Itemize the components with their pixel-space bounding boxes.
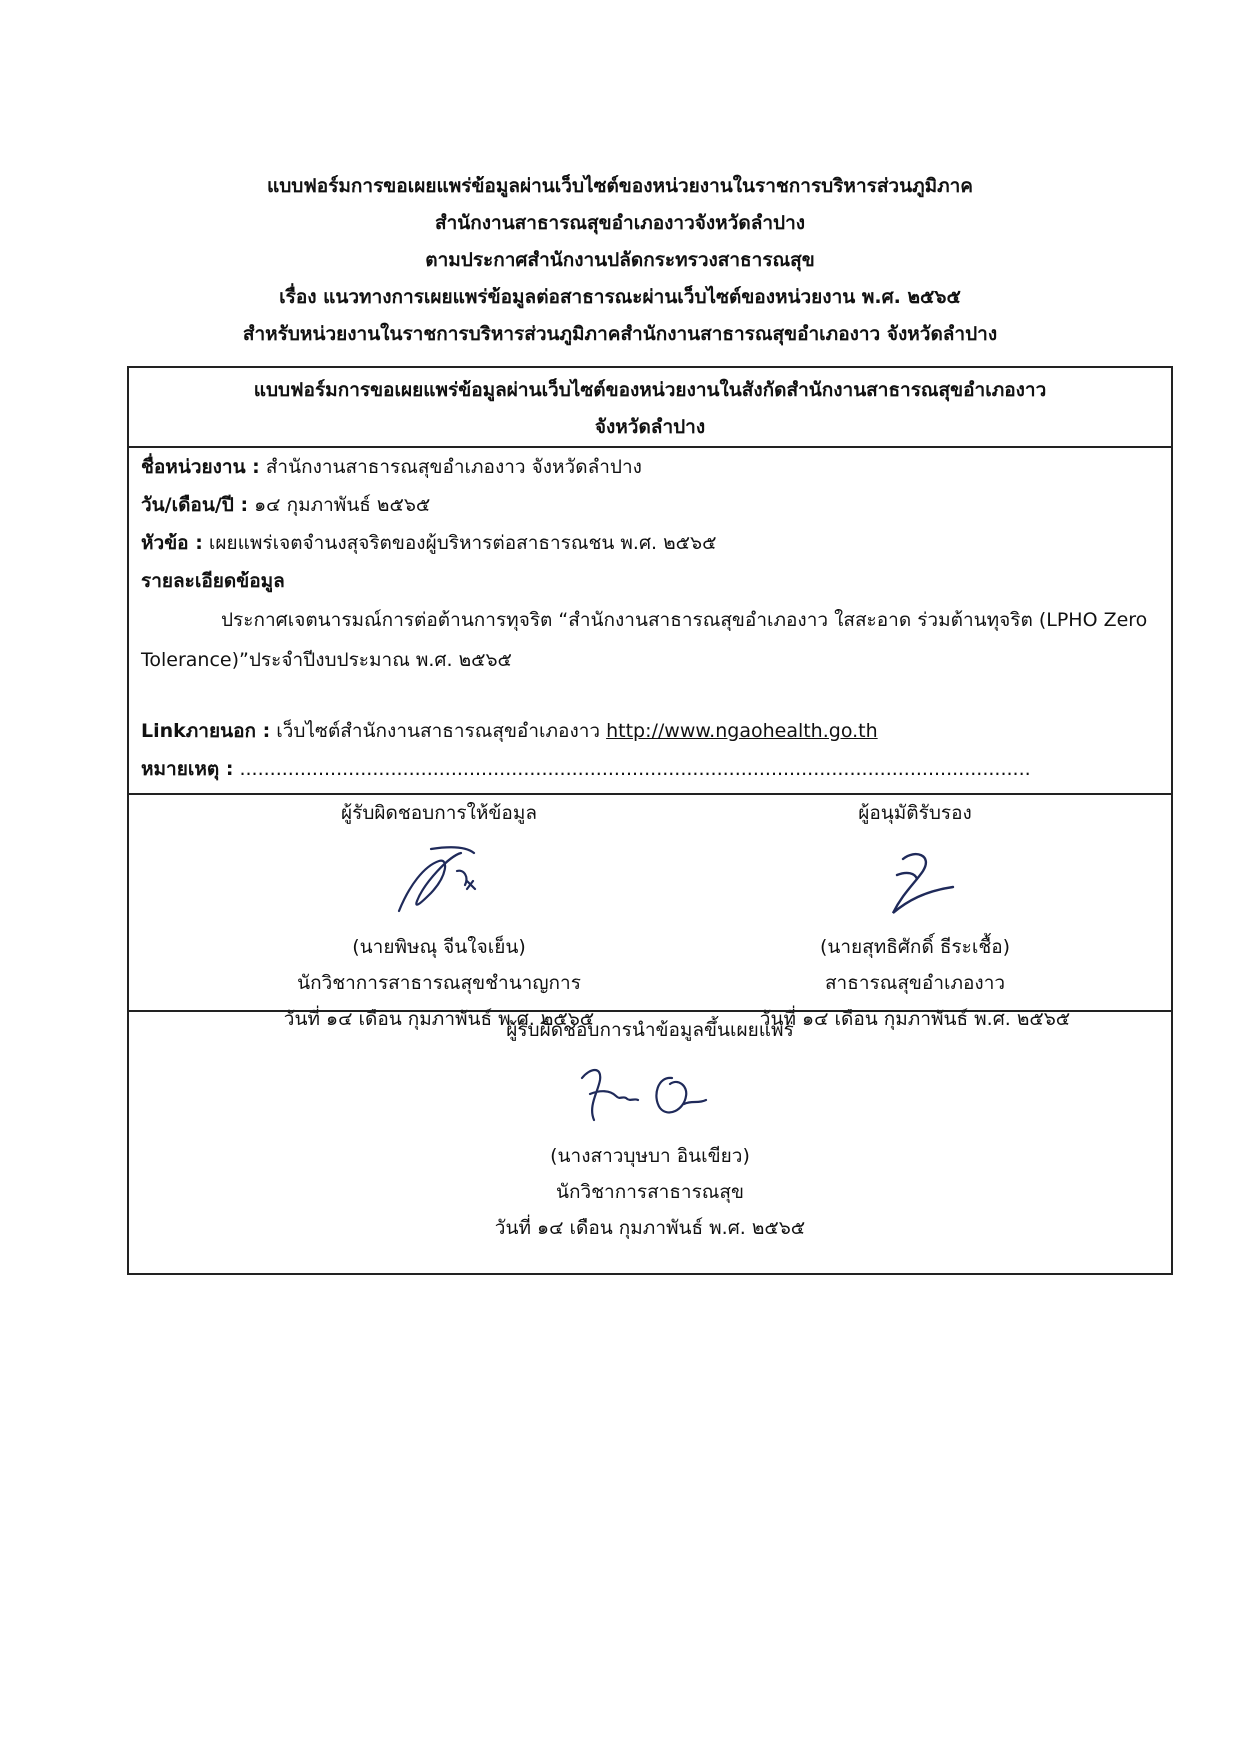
note-label: หมายเหตุ : [141,758,234,780]
publisher-signature-icon [560,1048,740,1136]
publisher-role: ผู้รับผิดชอบการนำข้อมูลขึ้นเผยแพร่ [506,1019,794,1041]
approver-signature-image [675,831,1155,929]
header-line-4: เรื่อง แนวทางการเผยแพร่ข้อมูลต่อสาธารณะผ่านเว็บไซต์ของหน่วยงาน พ.ศ. ๒๕๖๕ [279,286,961,308]
approver-position: สาธารณสุขอำเภองาว [824,972,1006,994]
publisher-date: วันที่ ๑๔ เดือน กุมภาพันธ์ พ.ศ. ๒๕๖๕ [494,1217,806,1239]
topic-value: เผยแพร่เจตจำนงสุจริตของผู้บริหารต่อสาธารณชน พ.ศ. ๒๕๖๕ [202,532,717,554]
form-body [129,448,1171,793]
approver-signature-block [675,795,1155,1037]
provider-name: (นายพิษณุ จีนใจเย็น) [352,936,526,958]
detail-text: ประกาศเจตนารมณ์การต่อต้านการทุจริต “สำนักงานสาธารณสุขอำเภองาว ใสสะอาด ร่วมต้านทุจริต (LPHO Zero Tolerance)”ประจำปีงบประมาณ พ.ศ. ๒๕๖๕ [141,609,1148,671]
link-prefix: เว็บไซต์สำนักงานสาธารณสุขอำเภองาว [270,720,607,742]
header-line-2: สำนักงานสาธารณสุขอำเภองาวจังหวัดลำปาง [434,212,806,234]
detail-paragraph [141,600,1159,680]
provider-signature-icon [369,831,509,927]
approver-signature-icon [845,831,985,927]
publisher-position: นักวิชาการสาธารณสุข [555,1181,745,1203]
agency-row [141,448,1159,486]
agency-value: สำนักงานสาธารณสุขอำเภองาว จังหวัดลำปาง [259,456,642,478]
date-label: วัน/เดือน/ปี : [141,494,249,516]
header-line-5: สำหรับหน่วยงานในราชการบริหารส่วนภูมิภาคสำนักงานสาธารณสุขอำเภองาว จังหวัดลำปาง [242,323,998,345]
approver-date: วันที่ ๑๔ เดือน กุมภาพันธ์ พ.ศ. ๒๕๖๕ [759,1008,1071,1030]
header-line-1: แบบฟอร์มการขอเผยแพร่ข้อมูลผ่านเว็บไซต์ของหน่วยงานในราชการบริหารส่วนภูมิภาค [266,175,974,197]
note-value: ................................................................................................................................... [233,758,1031,780]
approver-role: ผู้อนุมัติรับรอง [858,802,972,824]
provider-date: วันที่ ๑๔ เดือน กุมภาพันธ์ พ.ศ. ๒๕๖๕ [283,1008,595,1030]
form-title [129,368,1171,446]
document-header [0,168,1240,353]
provider-position: นักวิชาการสาธารณสุขชำนาญการ [297,972,581,994]
publisher-signature-image [129,1048,1171,1138]
provider-signature-block [199,795,679,1037]
detail-label: รายละเอียดข้อมูล [141,570,285,592]
link-row [141,712,1159,750]
topic-row [141,524,1159,562]
detail-row [141,562,1159,600]
form-title-line-2: จังหวัดลำปาง [594,416,706,438]
agency-label: ชื่อหน่วยงาน : [141,456,260,478]
date-row [141,486,1159,524]
publication-form [127,366,1173,1275]
topic-label: หัวข้อ : [141,532,203,554]
form-title-line-1: แบบฟอร์มการขอเผยแพร่ข้อมูลผ่านเว็บไซต์ของหน่วยงานในสังกัดสำนักงานสาธารณสุขอำเภองาว [253,379,1047,401]
publisher-signature-block [129,1012,1171,1272]
note-row [141,750,1159,788]
publisher-name: (นางสาวบุษบา อินเขียว) [550,1145,750,1167]
external-link[interactable]: http://www.ngaohealth.go.th [606,720,878,742]
date-value: ๑๔ กุมภาพันธ์ ๒๕๖๕ [248,494,431,516]
header-line-3: ตามประกาศสำนักงานปลัดกระทรวงสาธารณสุข [425,249,815,271]
link-label: Linkภายนอก : [141,720,271,742]
provider-signature-image [199,831,679,929]
approver-name: (นายสุทธิศักดิ์ ธีระเชื้อ) [819,936,1011,958]
provider-role: ผู้รับผิดชอบการให้ข้อมูล [341,802,537,824]
